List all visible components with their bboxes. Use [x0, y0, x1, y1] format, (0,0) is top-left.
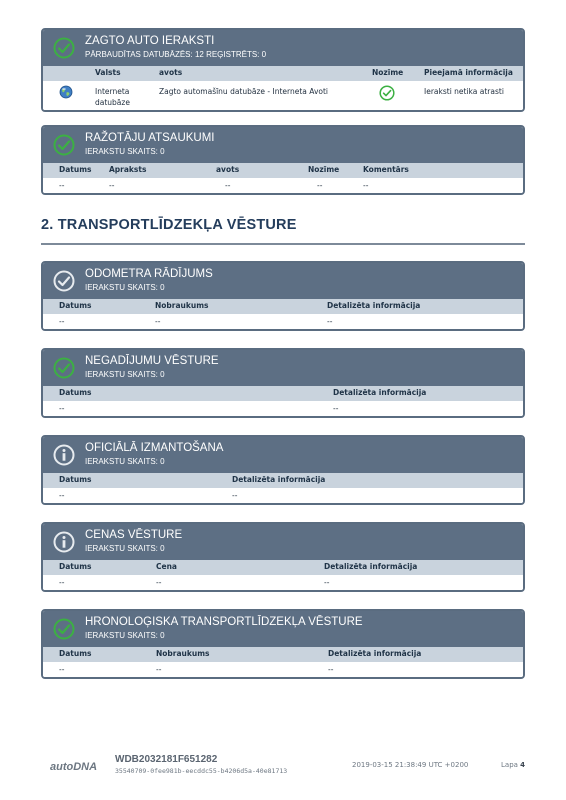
panel-header: [43, 30, 523, 66]
column-header: Komentārs: [363, 165, 409, 174]
column-header: Detalizēta informācija: [328, 649, 422, 658]
panel-title: RAŽOTĀJU ATSAUKUMI: [85, 132, 215, 144]
report-hash: 35540709-0fee981b-eecddc55-b4206d5a-40e81713: [115, 767, 288, 775]
check-circle-icon: [53, 357, 75, 379]
panel-title: ZAGTO AUTO IERAKSTI: [85, 35, 215, 47]
panel-subtitle: IERAKSTU SKAITS: 0: [85, 370, 165, 379]
column-header: Nobraukums: [155, 301, 209, 310]
column-header: avots: [216, 165, 240, 174]
table-cell: --: [59, 404, 65, 413]
panel-header: [43, 127, 523, 163]
table-cell: --: [333, 404, 339, 413]
table-cell: --: [156, 578, 162, 587]
table-row: [43, 81, 523, 110]
table-row: [43, 178, 523, 193]
accident-history-panel: [41, 348, 525, 418]
check-circle-outline-icon: [379, 85, 395, 101]
official-use-panel: [41, 435, 525, 505]
panel-title: NEGADĪJUMU VĒSTURE: [85, 355, 219, 367]
brand-logo: autoDNA: [50, 761, 98, 773]
table-cell: --: [232, 491, 238, 500]
odometer-panel: [41, 261, 525, 331]
panel-subtitle: IERAKSTU SKAITS: 0: [85, 631, 165, 640]
table-row: [43, 488, 523, 503]
table-cell: --: [156, 665, 162, 674]
column-header: Datums: [59, 562, 92, 571]
price-history-panel: [41, 522, 525, 592]
panel-subtitle: IERAKSTU SKAITS: 0: [85, 147, 165, 156]
vin-number: WDB2032181F651282: [115, 754, 218, 765]
column-header: Valsts: [95, 68, 121, 77]
table-header: [43, 560, 523, 575]
column-header: Nozīme: [308, 165, 340, 174]
globe-icon: [59, 85, 73, 99]
section-title: 2. TRANSPORTLĪDZEKĻA VĒSTURE: [41, 217, 297, 233]
section-divider: [41, 243, 525, 245]
panel-header: [43, 437, 523, 473]
table-row: [43, 575, 523, 590]
column-header: Detalizēta informācija: [324, 562, 418, 571]
table-cell: --: [109, 181, 115, 190]
check-circle-icon: [53, 134, 75, 156]
country-cell-line2: datubāze: [95, 98, 130, 107]
country-cell-line1: Interneta: [95, 87, 130, 96]
page-indicator: [501, 761, 525, 769]
table-cell: --: [324, 578, 330, 587]
column-header: Cena: [156, 562, 177, 571]
table-header: [43, 163, 523, 178]
table-cell: --: [59, 181, 65, 190]
table-header: [43, 299, 523, 314]
panel-title: HRONOLOĢISKA TRANSPORTLĪDZEKĻA VĒSTURE: [85, 616, 363, 628]
check-circle-icon: [53, 37, 75, 59]
table-header: [43, 66, 523, 81]
column-header: Detalizēta informācija: [333, 388, 427, 397]
panel-header: [43, 350, 523, 386]
column-header: avots: [159, 68, 183, 77]
check-circle-icon: [53, 618, 75, 640]
info-circle-icon: [53, 444, 75, 466]
panel-title: CENAS VĒSTURE: [85, 529, 183, 541]
column-header: Datums: [59, 301, 92, 310]
report-datetime: 2019-03-15 21:38:49 UTC +0200: [352, 761, 469, 769]
table-cell: --: [328, 665, 334, 674]
table-header: [43, 647, 523, 662]
panel-subtitle: PĀRBAUDĪTAS DATUBĀZĒS: 12 REĢISTRĒTS: 0: [85, 50, 267, 59]
table-row: [43, 662, 523, 677]
table-cell: --: [327, 317, 333, 326]
table-cell: --: [59, 578, 65, 587]
column-header: Datums: [59, 475, 92, 484]
info-circle-icon: [53, 531, 75, 553]
panel-header: [43, 611, 523, 647]
table-row: [43, 314, 523, 329]
check-circle-outline-icon: [53, 270, 75, 292]
column-header: Detalizēta informācija: [232, 475, 326, 484]
page-label: Lapa: [501, 761, 518, 769]
panel-subtitle: IERAKSTU SKAITS: 0: [85, 457, 165, 466]
panel-header: [43, 524, 523, 560]
column-header: Apraksts: [109, 165, 147, 174]
column-header: Datums: [59, 165, 92, 174]
table-cell: --: [59, 491, 65, 500]
table-row: [43, 401, 523, 416]
column-header: Nozīme: [372, 68, 404, 77]
panel-header: [43, 263, 523, 299]
column-header: Datums: [59, 649, 92, 658]
info-cell: Ieraksti netika atrasti: [424, 87, 504, 96]
table-cell: --: [59, 665, 65, 674]
chronological-history-panel: [41, 609, 525, 679]
stolen-records-panel: [41, 28, 525, 112]
recalls-panel: [41, 125, 525, 195]
column-header: Pieejamā informācija: [424, 68, 513, 77]
table-cell: --: [225, 181, 231, 190]
table-cell: --: [59, 317, 65, 326]
panel-subtitle: IERAKSTU SKAITS: 0: [85, 544, 165, 553]
column-header: Datums: [59, 388, 92, 397]
table-cell: --: [363, 181, 369, 190]
column-header: Nobraukums: [156, 649, 210, 658]
table-cell: --: [155, 317, 161, 326]
table-header: [43, 473, 523, 488]
source-cell: Zagto automašīnu datubāze - Interneta Avoti: [159, 87, 329, 96]
column-header: Detalizēta informācija: [327, 301, 421, 310]
table-header: [43, 386, 523, 401]
page-number: 4: [520, 761, 526, 769]
table-cell: --: [317, 181, 323, 190]
panel-title: OFICIĀLĀ IZMANTOŠANA: [85, 442, 224, 454]
panel-subtitle: IERAKSTU SKAITS: 0: [85, 283, 165, 292]
panel-title: ODOMETRA RĀDĪJUMS: [85, 268, 213, 280]
